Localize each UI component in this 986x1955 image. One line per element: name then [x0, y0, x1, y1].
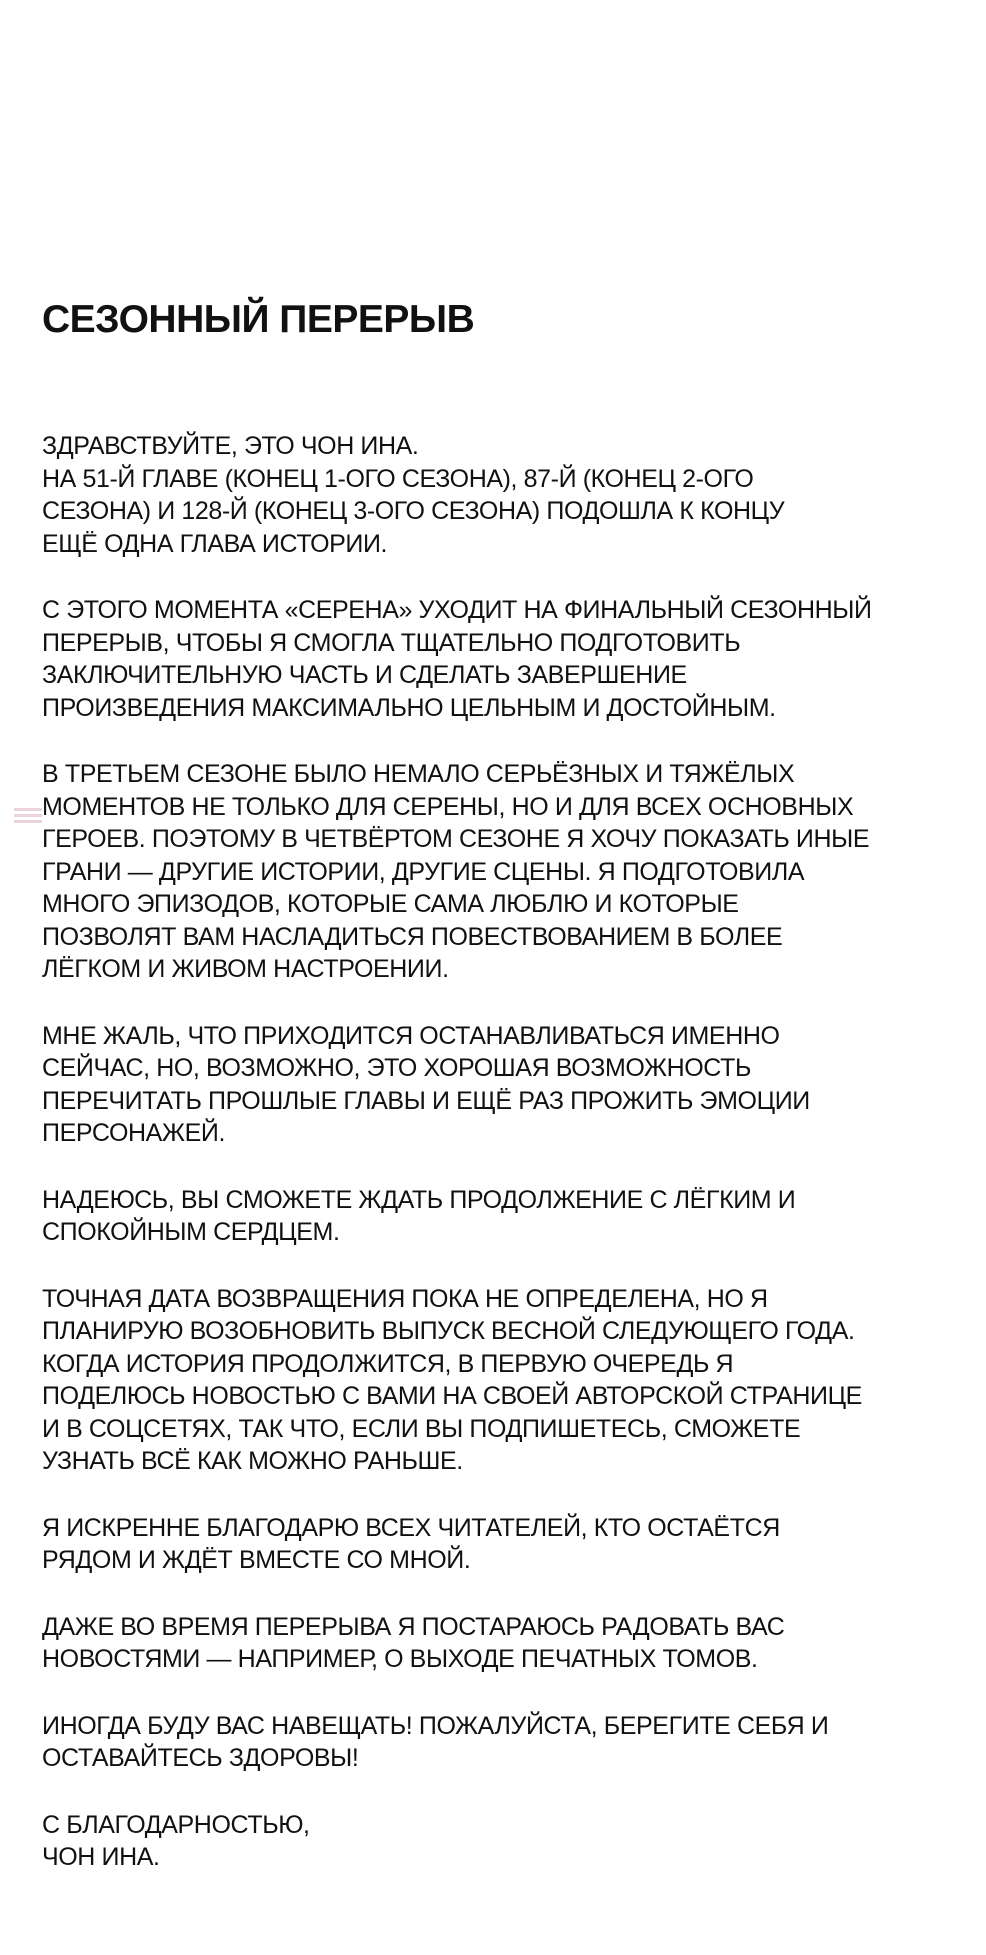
text-line: ЗАКЛЮЧИТЕЛЬНУЮ ЧАСТЬ И СДЕЛАТЬ ЗАВЕРШЕНИЕ — [42, 661, 687, 689]
text-line: ДАЖЕ ВО ВРЕМЯ ПЕРЕРЫВА Я ПОСТАРАЮСЬ РАДОВАТЬ ВАС — [42, 1612, 785, 1641]
text-line: НАДЕЮСЬ, ВЫ СМОЖЕТЕ ЖДАТЬ ПРОДОЛЖЕНИЕ С ЛЁГКИМ И — [42, 1185, 796, 1214]
text-line: ПОДЕЛЮСЬ НОВОСТЬЮ С ВАМИ НА СВОЕЙ АВТОРСКОЙ СТРАНИЦЕ — [42, 1382, 862, 1410]
paragraph — [42, 1283, 942, 1478]
text-line: РЯДОМ И ЖДЁТ ВМЕСТЕ СО МНОЙ. — [42, 1546, 471, 1574]
text-line: ПОЗВОЛЯТ ВАМ НАСЛАДИТЬСЯ ПОВЕСТВОВАНИЕМ В БОЛЕЕ — [42, 922, 783, 951]
text-line: МОМЕНТОВ НЕ ТОЛЬКО ДЛЯ СЕРЕНЫ, НО И ДЛЯ ВСЕХ ОСНОВНЫХ — [42, 792, 854, 821]
text-line: ЕЩЁ ОДНА ГЛАВА ИСТОРИИ. — [42, 529, 388, 558]
text-line: ТОЧНАЯ ДАТА ВОЗВРАЩЕНИЯ ПОКА НЕ ОПРЕДЕЛЕНА, НО Я — [42, 1284, 768, 1313]
text-line: ИНОГДА БУДУ ВАС НАВЕЩАТЬ! ПОЖАЛУЙСТА, БЕРЕГИТЕ СЕБЯ И — [42, 1711, 829, 1740]
text-line: Я ИСКРЕННЕ БЛАГОДАРЮ ВСЕХ ЧИТАТЕЛЕЙ, КТО ОСТАЁТСЯ — [42, 1513, 780, 1542]
text-line: С БЛАГОДАРНОСТЬЮ, — [42, 1810, 310, 1839]
text-line: МНЕ ЖАЛЬ, ЧТО ПРИХОДИТСЯ ОСТАНАВЛИВАТЬСЯ ИМЕННО — [42, 1021, 780, 1050]
paragraph — [42, 758, 942, 986]
letter-body — [42, 430, 942, 1908]
paragraph — [42, 430, 942, 560]
page-title: СЕЗОННЫЙ ПЕРЕРЫВ — [42, 298, 475, 341]
paragraph — [42, 1809, 942, 1874]
paragraph — [42, 594, 942, 724]
text-line: НА 51-Й ГЛАВЕ (КОНЕЦ 1-ОГО СЕЗОНА), 87-Й (КОНЕЦ 2-ОГО — [42, 464, 754, 493]
paragraph — [42, 1710, 942, 1775]
text-line: ЧОН ИНА. — [42, 1843, 160, 1871]
text-line: СЕЗОНА) И 128-Й (КОНЕЦ 3-ОГО СЕЗОНА) ПОДОШЛА К КОНЦУ — [42, 497, 785, 525]
text-line: ПЕРЕРЫВ, ЧТОБЫ Я СМОГЛА ТЩАТЕЛЬНО ПОДГОТОВИТЬ — [42, 628, 741, 657]
text-line: ПРОИЗВЕДЕНИЯ МАКСИМАЛЬНО ЦЕЛЬНЫМ И ДОСТОЙНЫМ. — [42, 693, 776, 722]
text-line: СПОКОЙНЫМ СЕРДЦЕМ. — [42, 1218, 340, 1246]
text-line: ОСТАВАЙТЕСЬ ЗДОРОВЫ! — [42, 1744, 359, 1772]
text-line: ГРАНИ — ДРУГИЕ ИСТОРИИ, ДРУГИЕ СЦЕНЫ. Я ПОДГОТОВИЛА — [42, 857, 805, 886]
paragraph — [42, 1512, 942, 1577]
text-line: ЛЁГКОМ И ЖИВОМ НАСТРОЕНИИ. — [42, 955, 449, 983]
text-line: МНОГО ЭПИЗОДОВ, КОТОРЫЕ САМА ЛЮБЛЮ И КОТОРЫЕ — [42, 890, 739, 918]
text-line: С ЭТОГО МОМЕНТА «СЕРЕНА» УХОДИТ НА ФИНАЛЬНЫЙ СЕЗОННЫЙ — [42, 596, 872, 624]
text-line: В ТРЕТЬЕМ СЕЗОНЕ БЫЛО НЕМАЛО СЕРЬЁЗНЫХ И ТЯЖЁЛЫХ — [42, 760, 795, 788]
text-line: УЗНАТЬ ВСЁ КАК МОЖНО РАНЬШЕ. — [42, 1447, 463, 1475]
paragraph — [42, 1184, 942, 1249]
paragraph — [42, 1020, 942, 1150]
text-line: ГЕРОЕВ. ПОЭТОМУ В ЧЕТВЁРТОМ СЕЗОНЕ Я ХОЧУ ПОКАЗАТЬ ИНЫЕ — [42, 825, 870, 853]
text-line: ПЛАНИРУЮ ВОЗОБНОВИТЬ ВЫПУСК ВЕСНОЙ СЛЕДУЮЩЕГО ГОДА. — [42, 1317, 855, 1345]
paragraph — [42, 1611, 942, 1676]
text-line: ЗДРАВСТВУЙТЕ, ЭТО ЧОН ИНА. — [42, 432, 419, 460]
text-line: КОГДА ИСТОРИЯ ПРОДОЛЖИТСЯ, В ПЕРВУЮ ОЧЕРЕДЬ Я — [42, 1349, 734, 1378]
text-line: НОВОСТЯМИ — НАПРИМЕР, О ВЫХОДЕ ПЕЧАТНЫХ ТОМОВ. — [42, 1645, 758, 1673]
watermark-mark — [14, 808, 42, 832]
text-line: СЕЙЧАС, НО, ВОЗМОЖНО, ЭТО ХОРОШАЯ ВОЗМОЖНОСТЬ — [42, 1054, 751, 1082]
text-line: ПЕРСОНАЖЕЙ. — [42, 1119, 225, 1147]
text-line: ПЕРЕЧИТАТЬ ПРОШЛЫЕ ГЛАВЫ И ЕЩЁ РАЗ ПРОЖИТЬ ЭМОЦИИ — [42, 1086, 810, 1115]
text-line: И В СОЦСЕТЯХ, ТАК ЧТО, ЕСЛИ ВЫ ПОДПИШЕТЕСЬ, СМОЖЕТЕ — [42, 1414, 801, 1443]
